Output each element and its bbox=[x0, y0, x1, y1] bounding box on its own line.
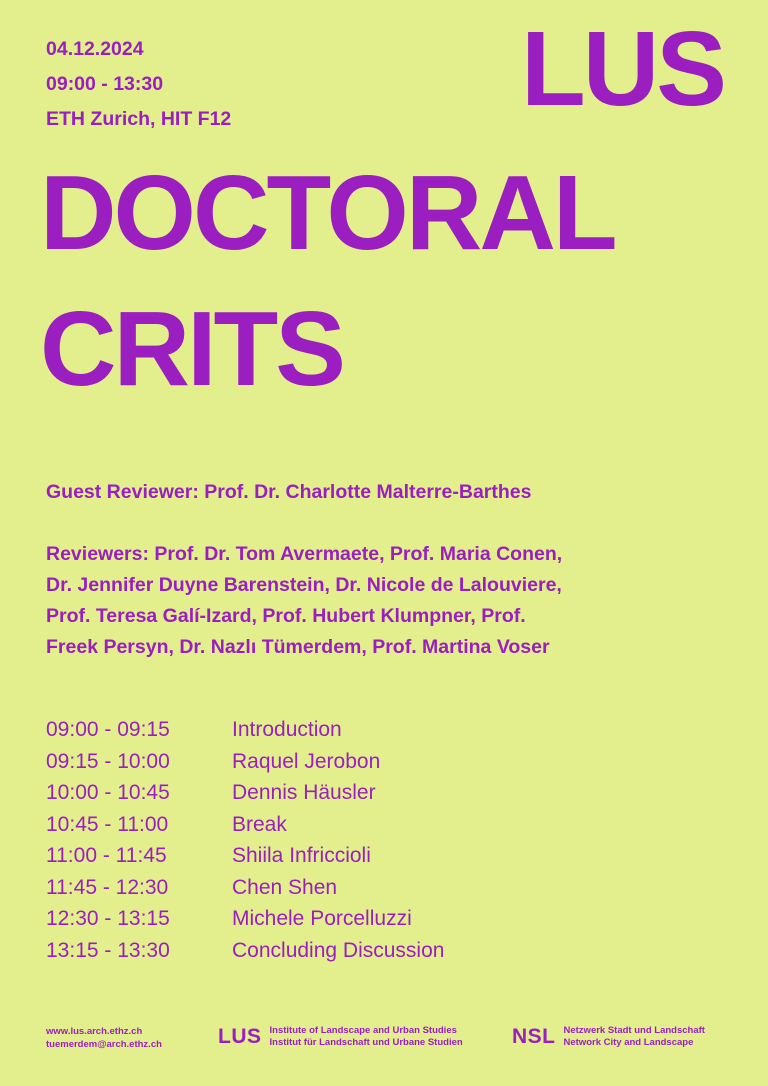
schedule-list bbox=[46, 714, 444, 966]
schedule-row bbox=[46, 935, 444, 967]
schedule-item: Dennis Häusler bbox=[232, 781, 376, 804]
schedule-row bbox=[46, 903, 444, 935]
schedule-item: Concluding Discussion bbox=[232, 938, 445, 962]
schedule-time: 12:30 - 13:15 bbox=[46, 907, 170, 930]
title-doctoral: DOCTORAL bbox=[40, 154, 615, 272]
schedule-row bbox=[46, 777, 444, 809]
footer bbox=[46, 1024, 724, 1054]
nsl-name-en: Network City and Landscape bbox=[563, 1037, 694, 1048]
lus-logo: LUS bbox=[218, 1025, 262, 1048]
footer-contact bbox=[46, 1025, 162, 1051]
schedule-item: Chen Shen bbox=[232, 875, 338, 899]
schedule-item: Michele Porcelluzzi bbox=[232, 907, 412, 930]
schedule-time: 11:45 - 12:30 bbox=[46, 875, 169, 899]
lus-name-de: Institut für Landschaft und Urbane Studien bbox=[269, 1037, 463, 1048]
title-crits: CRITS bbox=[40, 290, 343, 408]
schedule-row bbox=[46, 872, 444, 904]
event-location: ETH Zurich, HIT F12 bbox=[46, 108, 232, 130]
schedule-time: 10:00 - 10:45 bbox=[46, 781, 170, 804]
schedule-item: Shiila Infriccioli bbox=[232, 844, 371, 867]
nsl-network-name bbox=[564, 1025, 705, 1049]
event-info bbox=[46, 32, 231, 137]
reviewers-line: Dr. Jennifer Duyne Barenstein, Dr. Nicole de Lalouviere, bbox=[46, 574, 562, 596]
schedule-time: 13:15 - 13:30 bbox=[46, 938, 170, 962]
schedule-item: Break bbox=[232, 812, 287, 836]
reviewers-line: Freek Persyn, Dr. Nazlı Tümerdem, Prof. Martina Voser bbox=[46, 636, 550, 658]
schedule-row bbox=[46, 746, 444, 778]
lus-institute-logo bbox=[218, 1024, 463, 1050]
email-link[interactable]: tuemerdem@arch.ethz.ch bbox=[46, 1039, 162, 1050]
schedule-item: Introduction bbox=[232, 718, 342, 741]
reviewers-line: Prof. Teresa Galí-Izard, Prof. Hubert Klumpner, Prof. bbox=[46, 605, 526, 627]
event-time: 09:00 - 13:30 bbox=[46, 73, 164, 95]
schedule-row bbox=[46, 809, 444, 841]
lus-name-en: Institute of Landscape and Urban Studies bbox=[269, 1025, 457, 1036]
guest-reviewer: Guest Reviewer: Prof. Dr. Charlotte Malterre-Barthes bbox=[46, 481, 532, 503]
reviewers-line: Reviewers: Prof. Dr. Tom Avermaete, Prof. Maria Conen, bbox=[46, 543, 563, 565]
schedule-time: 11:00 - 11:45 bbox=[46, 844, 167, 867]
schedule-time: 10:45 - 11:00 bbox=[46, 812, 169, 836]
nsl-name-de: Netzwerk Stadt und Landschaft bbox=[563, 1025, 705, 1036]
website-link[interactable]: www.lus.arch.ethz.ch bbox=[46, 1026, 143, 1037]
lus-institute-name bbox=[270, 1025, 463, 1049]
title-lus: LUS bbox=[521, 10, 724, 128]
nsl-network-logo bbox=[512, 1024, 705, 1050]
schedule-row bbox=[46, 714, 444, 746]
reviewers-section bbox=[46, 477, 736, 663]
event-date: 04.12.2024 bbox=[46, 38, 144, 60]
schedule-item: Raquel Jerobon bbox=[232, 749, 381, 773]
schedule-time: 09:00 - 09:15 bbox=[46, 718, 170, 741]
schedule-time: 09:15 - 10:00 bbox=[46, 749, 170, 773]
nsl-logo: NSL bbox=[512, 1025, 556, 1048]
schedule-row bbox=[46, 840, 444, 872]
